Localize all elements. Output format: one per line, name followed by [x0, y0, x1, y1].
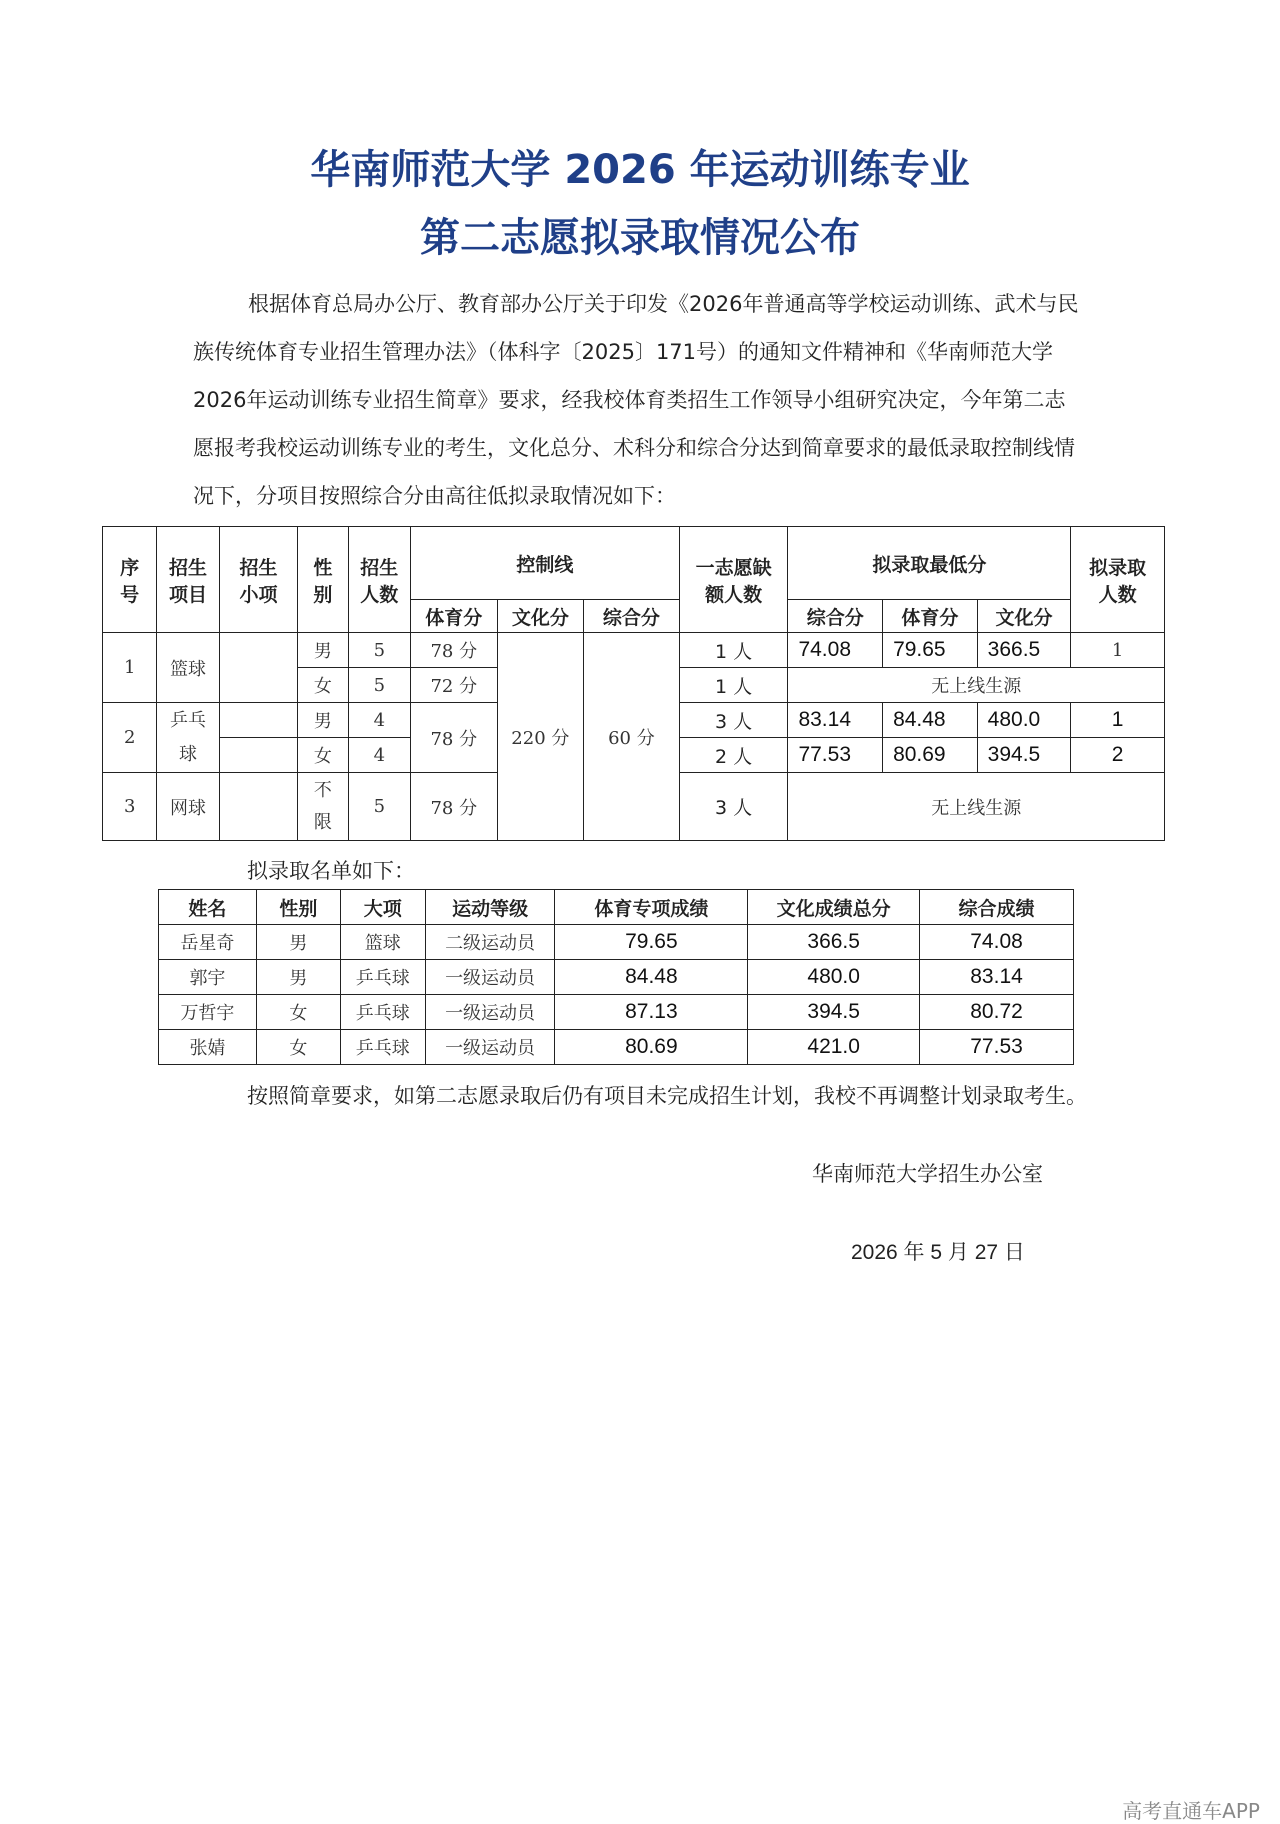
table-row [159, 1030, 1074, 1065]
cell-admitted: 1 [1071, 703, 1165, 738]
cell-total-line: 60 分 [584, 633, 680, 841]
cell-name: 万哲宇 [159, 995, 257, 1030]
cell-project: 乒乓 球 [157, 703, 219, 773]
cell-gender: 男 [256, 925, 340, 960]
document-title-line2: 第二志愿拟录取情况公布 [420, 215, 860, 261]
cell-min-culture: 366.5 [977, 633, 1071, 668]
header-admitted: 拟录取 人数 [1071, 527, 1165, 633]
cell-gender: 女 [256, 1030, 340, 1065]
cell-subitem [219, 633, 298, 703]
list-header-name: 姓名 [159, 890, 257, 925]
cell-sport-score: 87.13 [555, 995, 748, 1030]
cell-no-source: 无上线生源 [788, 668, 1165, 703]
intro-line: 愿报考我校运动训练专业的考生，文化总分、术科分和综合分达到简章要求的最低录取控制线情 [193, 436, 1075, 460]
header-min-total: 综合分 [788, 600, 883, 633]
cell-quota: 4 [348, 738, 410, 773]
cell-gender: 男 [256, 960, 340, 995]
header-vacancy: 一志愿缺 额人数 [679, 527, 788, 633]
cell-vacancy: 1 人 [679, 633, 788, 668]
watermark: 高考直通车APP [1122, 1799, 1260, 1823]
list-lead: 拟录取名单如下： [247, 859, 415, 883]
cell-sport-line: 72 分 [411, 668, 498, 703]
cell-level: 一级运动员 [425, 960, 555, 995]
cell-sport: 篮球 [340, 925, 425, 960]
cell-admitted: 2 [1071, 738, 1165, 773]
cell-min-sport: 80.69 [883, 738, 978, 773]
cell-culture-score: 366.5 [748, 925, 920, 960]
cell-name: 张婧 [159, 1030, 257, 1065]
cell-project: 网球 [157, 773, 219, 841]
list-header-sport-score: 体育专项成绩 [555, 890, 748, 925]
cell-seq: 2 [103, 703, 157, 773]
cell-admitted: 1 [1071, 633, 1165, 668]
cell-total-score: 74.08 [920, 925, 1074, 960]
cell-no-source: 无上线生源 [788, 773, 1165, 841]
quota-table [102, 526, 1165, 841]
cell-min-culture: 394.5 [977, 738, 1071, 773]
intro-line: 根据体育总局办公厅、教育部办公厅关于印发《2026年普通高等学校运动训练、武术与民 [248, 292, 1079, 316]
cell-total-score: 80.72 [920, 995, 1074, 1030]
list-header-gender: 性别 [256, 890, 340, 925]
cell-culture-score: 394.5 [748, 995, 920, 1030]
signature: 华南师范大学招生办公室 [812, 1162, 1043, 1186]
cell-vacancy: 1 人 [679, 668, 788, 703]
cell-total-score: 83.14 [920, 960, 1074, 995]
cell-sport-score: 80.69 [555, 1030, 748, 1065]
cell-vacancy: 3 人 [679, 773, 788, 841]
intro-line: 族传统体育专业招生管理办法》（体科字〔2025〕171号）的通知文件精神和《华南师范大学 [193, 340, 1054, 364]
header-control-line: 控制线 [411, 527, 680, 600]
cell-total-score: 77.53 [920, 1030, 1074, 1065]
cell-vacancy: 3 人 [679, 703, 788, 738]
cell-culture-line: 220 分 [497, 633, 584, 841]
header-min-culture: 文化分 [977, 600, 1071, 633]
cell-quota: 5 [348, 633, 410, 668]
cell-gender: 女 [298, 738, 348, 773]
cell-min-sport: 79.65 [883, 633, 978, 668]
table-row [159, 960, 1074, 995]
cell-sport-line: 78 分 [411, 703, 498, 773]
cell-gender: 男 [298, 703, 348, 738]
closing-note: 按照简章要求，如第二志愿录取后仍有项目未完成招生计划，我校不再调整计划录取考生。 [247, 1084, 1087, 1108]
cell-sport-line: 78 分 [411, 633, 498, 668]
table-row [159, 925, 1074, 960]
cell-sport: 乒乓球 [340, 1030, 425, 1065]
header-min-sport: 体育分 [883, 600, 978, 633]
header-min-score: 拟录取最低分 [788, 527, 1071, 600]
cell-project: 篮球 [157, 633, 219, 703]
cell-quota: 5 [348, 773, 410, 841]
cell-quota: 5 [348, 668, 410, 703]
cell-culture-score: 480.0 [748, 960, 920, 995]
cell-quota: 4 [348, 703, 410, 738]
cell-sport-score: 79.65 [555, 925, 748, 960]
header-gender: 性 别 [298, 527, 348, 633]
list-header-total-score: 综合成绩 [920, 890, 1074, 925]
cell-sport: 乒乓球 [340, 995, 425, 1030]
header-seq: 序 号 [103, 527, 157, 633]
list-header-culture-score: 文化成绩总分 [748, 890, 920, 925]
cell-level: 二级运动员 [425, 925, 555, 960]
admission-list-table [158, 889, 1074, 1065]
intro-paragraph [193, 280, 1103, 520]
list-header-sport: 大项 [340, 890, 425, 925]
cell-vacancy: 2 人 [679, 738, 788, 773]
cell-gender: 女 [298, 668, 348, 703]
document-title-line1: 华南师范大学 2026 年运动训练专业 [310, 147, 970, 193]
document-date: 2026 年 5 月 27 日 [851, 1241, 1025, 1264]
cell-level: 一级运动员 [425, 995, 555, 1030]
list-header-level: 运动等级 [425, 890, 555, 925]
cell-min-total: 83.14 [788, 703, 883, 738]
cell-seq: 1 [103, 633, 157, 703]
cell-gender: 女 [256, 995, 340, 1030]
cell-seq: 3 [103, 773, 157, 841]
cell-sport: 乒乓球 [340, 960, 425, 995]
cell-name: 岳星奇 [159, 925, 257, 960]
cell-name: 郭宇 [159, 960, 257, 995]
cell-culture-score: 421.0 [748, 1030, 920, 1065]
cell-sport-line: 78 分 [411, 773, 498, 841]
intro-line: 2026年运动训练专业招生简章》要求，经我校体育类招生工作领导小组研究决定，今年第二志 [193, 388, 1066, 412]
cell-level: 一级运动员 [425, 1030, 555, 1065]
header-project: 招生 项目 [157, 527, 219, 633]
cell-min-culture: 480.0 [977, 703, 1071, 738]
cell-min-total: 74.08 [788, 633, 883, 668]
table-row [159, 995, 1074, 1030]
header-subitem: 招生 小项 [219, 527, 298, 633]
header-control-total: 综合分 [584, 600, 680, 633]
list-header-row [159, 890, 1074, 925]
cell-subitem [219, 773, 298, 841]
cell-gender: 男 [298, 633, 348, 668]
cell-gender: 不 限 [298, 773, 348, 841]
cell-sport-score: 84.48 [555, 960, 748, 995]
cell-min-sport: 84.48 [883, 703, 978, 738]
header-quota: 招生 人数 [348, 527, 410, 633]
cell-subitem [219, 703, 298, 738]
cell-subitem [219, 738, 298, 773]
header-control-culture: 文化分 [497, 600, 584, 633]
cell-min-total: 77.53 [788, 738, 883, 773]
intro-line: 况下，分项目按照综合分由高往低拟录取情况如下： [193, 484, 676, 508]
header-control-sport: 体育分 [411, 600, 498, 633]
